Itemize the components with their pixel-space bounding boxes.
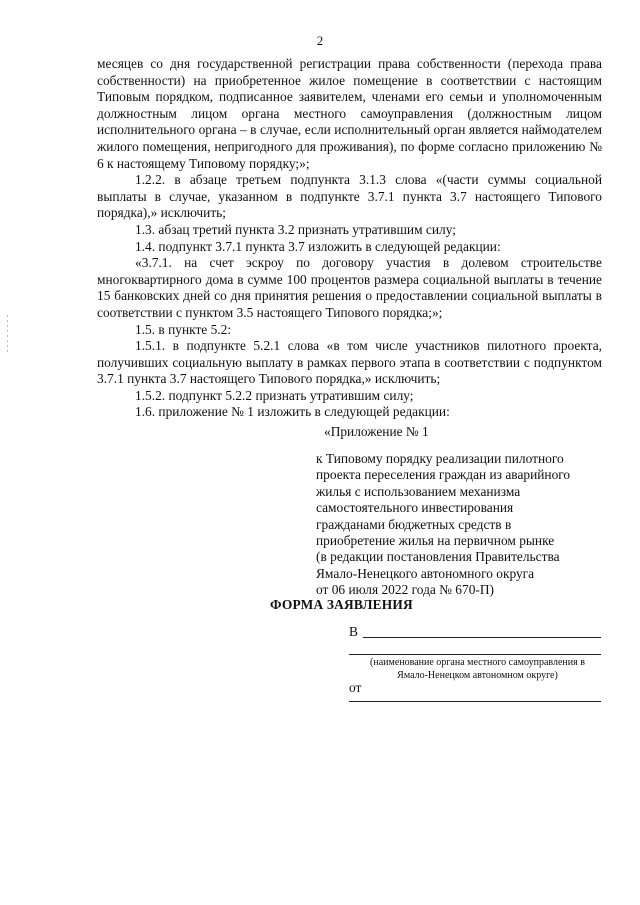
appendix-line: приобретение жилья на первичном рынке — [316, 533, 555, 549]
caption-line: (наименование органа местного самоуправления в — [370, 657, 585, 668]
paragraph-1-4: 1.4. подпункт 3.7.1 пункта 3.7 изложить в следующей редакции: — [135, 238, 501, 254]
paragraph-continuation: месяцев со дня государственной регистрации права собственности (перехода права собственности) на приобретенное жилое помещение в соответствии с настоящим Типовым порядком, подписанное заявителем, членами его семьи и уполномоченным должностным лицом органа местного самоуправления (должностным лицом исполнительного органа – в случае, если исполнительный орган является наймодателем жилого помещения, непригодного для проживания), по форме согласно приложению № 6 к настоящему Типовому порядку;»; — [97, 56, 602, 171]
appendix-line: Ямало-Ненецкого автономного округа — [316, 565, 535, 581]
scan-margin-mark — [7, 315, 8, 355]
appendix-line: самостоятельного инвестирования — [316, 500, 514, 516]
paragraph-1-5-1: 1.5.1. в подпункте 5.2.1 слова «в том числе участников пилотного проекта, получивших социальную выплату в рамках первого этапа в соответствии с подпунктом 3.7.1 пункта 3.7 настоящего Типового порядка,» исключить; — [97, 338, 602, 387]
paragraph-3-7-1-quote: «3.7.1. на счет эскроу по договору участия в долевом строительстве многоквартирного дома в сумме 100 процентов размера социальной выплаты в течение 15 банковских дней со дня принятия решения о предоставлении социальной выплаты в соответствии с пунктом 3.5 настоящего Типового порядка;»; — [97, 255, 602, 320]
to-label: В — [349, 624, 358, 639]
recipient-caption — [345, 657, 610, 682]
appendix-line: проекта переселения граждан из аварийного — [316, 467, 571, 483]
recipient-field-line[interactable] — [363, 637, 601, 638]
appendix-description — [316, 451, 616, 599]
paragraph-1-6: 1.6. приложение № 1 изложить в следующей редакции: — [135, 404, 450, 420]
from-label: от — [349, 680, 362, 695]
recipient-field-line-2[interactable] — [349, 654, 601, 655]
paragraph-1-5: 1.5. в пункте 5.2: — [135, 321, 232, 337]
document-body — [97, 56, 602, 421]
paragraph-1-2-2: 1.2.2. в абзаце третьем подпункта 3.1.3 слова «(части суммы социальной выплаты в случае, указанном в подпункте 3.7.1 пункта 3.7 настоящего Типового порядка),» исключить; — [97, 172, 602, 221]
appendix-line: от 06 июля 2022 года № 670-П) — [316, 582, 494, 598]
applicant-field-line[interactable] — [349, 701, 601, 702]
paragraph-1-5-2: 1.5.2. подпункт 5.2.2 признать утратившим силу; — [135, 387, 414, 403]
paragraph-1-3: 1.3. абзац третий пункта 3.2 признать утратившим силу; — [135, 221, 456, 237]
appendix-line: жилья с использованием механизма — [316, 483, 521, 499]
form-title: ФОРМА ЗАЯВЛЕНИЯ — [270, 597, 413, 612]
appendix-line: гражданами бюджетных средств в — [316, 516, 512, 532]
caption-line: Ямало-Ненецком автономном округе) — [397, 669, 558, 681]
page-number: 2 — [316, 33, 324, 48]
appendix-title: «Приложение № 1 — [324, 424, 429, 439]
appendix-line: (в редакции постановления Правительства — [316, 549, 560, 565]
appendix-line: к Типовому порядку реализации пилотного — [316, 451, 564, 466]
